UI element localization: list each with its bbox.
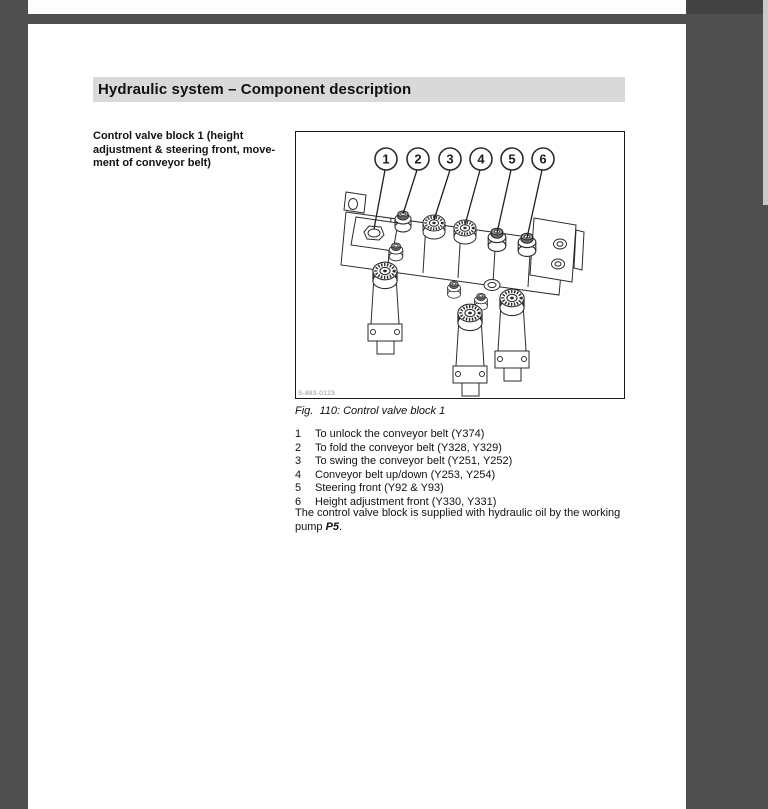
callout-3	[439, 148, 461, 170]
legend-item-number: 1	[295, 428, 302, 440]
callout-6	[532, 148, 554, 170]
legend-item	[295, 455, 635, 469]
legend-item	[295, 428, 635, 442]
margin-note	[93, 130, 298, 171]
legend-item	[295, 442, 635, 456]
legend-item-number: 6	[295, 495, 302, 508]
body-paragraph	[295, 507, 641, 534]
legend-item-number: 2	[295, 441, 302, 454]
paragraph-text-end: .	[339, 520, 343, 533]
margin-note-line: ment of conveyor belt)	[93, 157, 211, 169]
svg-text:4: 4	[477, 151, 485, 167]
svg-text:5: 5	[508, 151, 516, 167]
svg-text:6: 6	[539, 151, 547, 167]
pump-reference: P5	[325, 520, 340, 533]
section-header-title: Hydraulic system – Component description	[98, 81, 412, 98]
previous-page-bottom-edge	[28, 0, 686, 14]
legend-list	[295, 428, 635, 509]
svg-text:3: 3	[446, 151, 454, 167]
callout-5	[501, 148, 523, 170]
margin-note-line: adjustment & steering front, move-	[93, 143, 276, 156]
document-page	[28, 24, 686, 809]
callout-2	[407, 148, 429, 170]
figure-caption: Fig. 110: Control valve block 1	[295, 405, 446, 417]
valve-block-diagram	[296, 132, 624, 398]
svg-text:2: 2	[414, 151, 422, 167]
legend-item-text: To unlock the conveyor belt (Y374)	[315, 428, 485, 440]
legend-item	[295, 482, 635, 496]
figure-box	[295, 131, 625, 399]
legend-item-number: 3	[295, 455, 302, 467]
figure-image-code: S-883-0123	[298, 390, 335, 397]
margin-note-line: Control valve block 1 (height	[93, 130, 244, 142]
legend-item-text: To swing the conveyor belt (Y251, Y252)	[315, 455, 513, 467]
callout-4	[470, 148, 492, 170]
legend-item-text: Height adjustment front (Y330, Y331)	[315, 495, 497, 508]
scrollbar-thumb[interactable]	[763, 0, 768, 205]
legend-item-number: 4	[295, 468, 302, 481]
legend-item-number: 5	[295, 482, 302, 494]
section-header	[93, 77, 625, 102]
callout-markers	[375, 148, 554, 170]
legend-item	[295, 469, 635, 483]
viewer-gutter-shade	[686, 0, 768, 14]
legend-item-text: Conveyor belt up/down (Y253, Y254)	[315, 468, 496, 481]
legend-item-text: Steering front (Y92 & Y93)	[315, 482, 444, 494]
legend-item-text: To fold the conveyor belt (Y328, Y329)	[315, 441, 502, 454]
svg-text:1: 1	[382, 151, 390, 167]
callout-1	[375, 148, 397, 170]
paragraph-text: The control valve block is supplied with hydraulic oil by the working pump	[295, 507, 621, 533]
